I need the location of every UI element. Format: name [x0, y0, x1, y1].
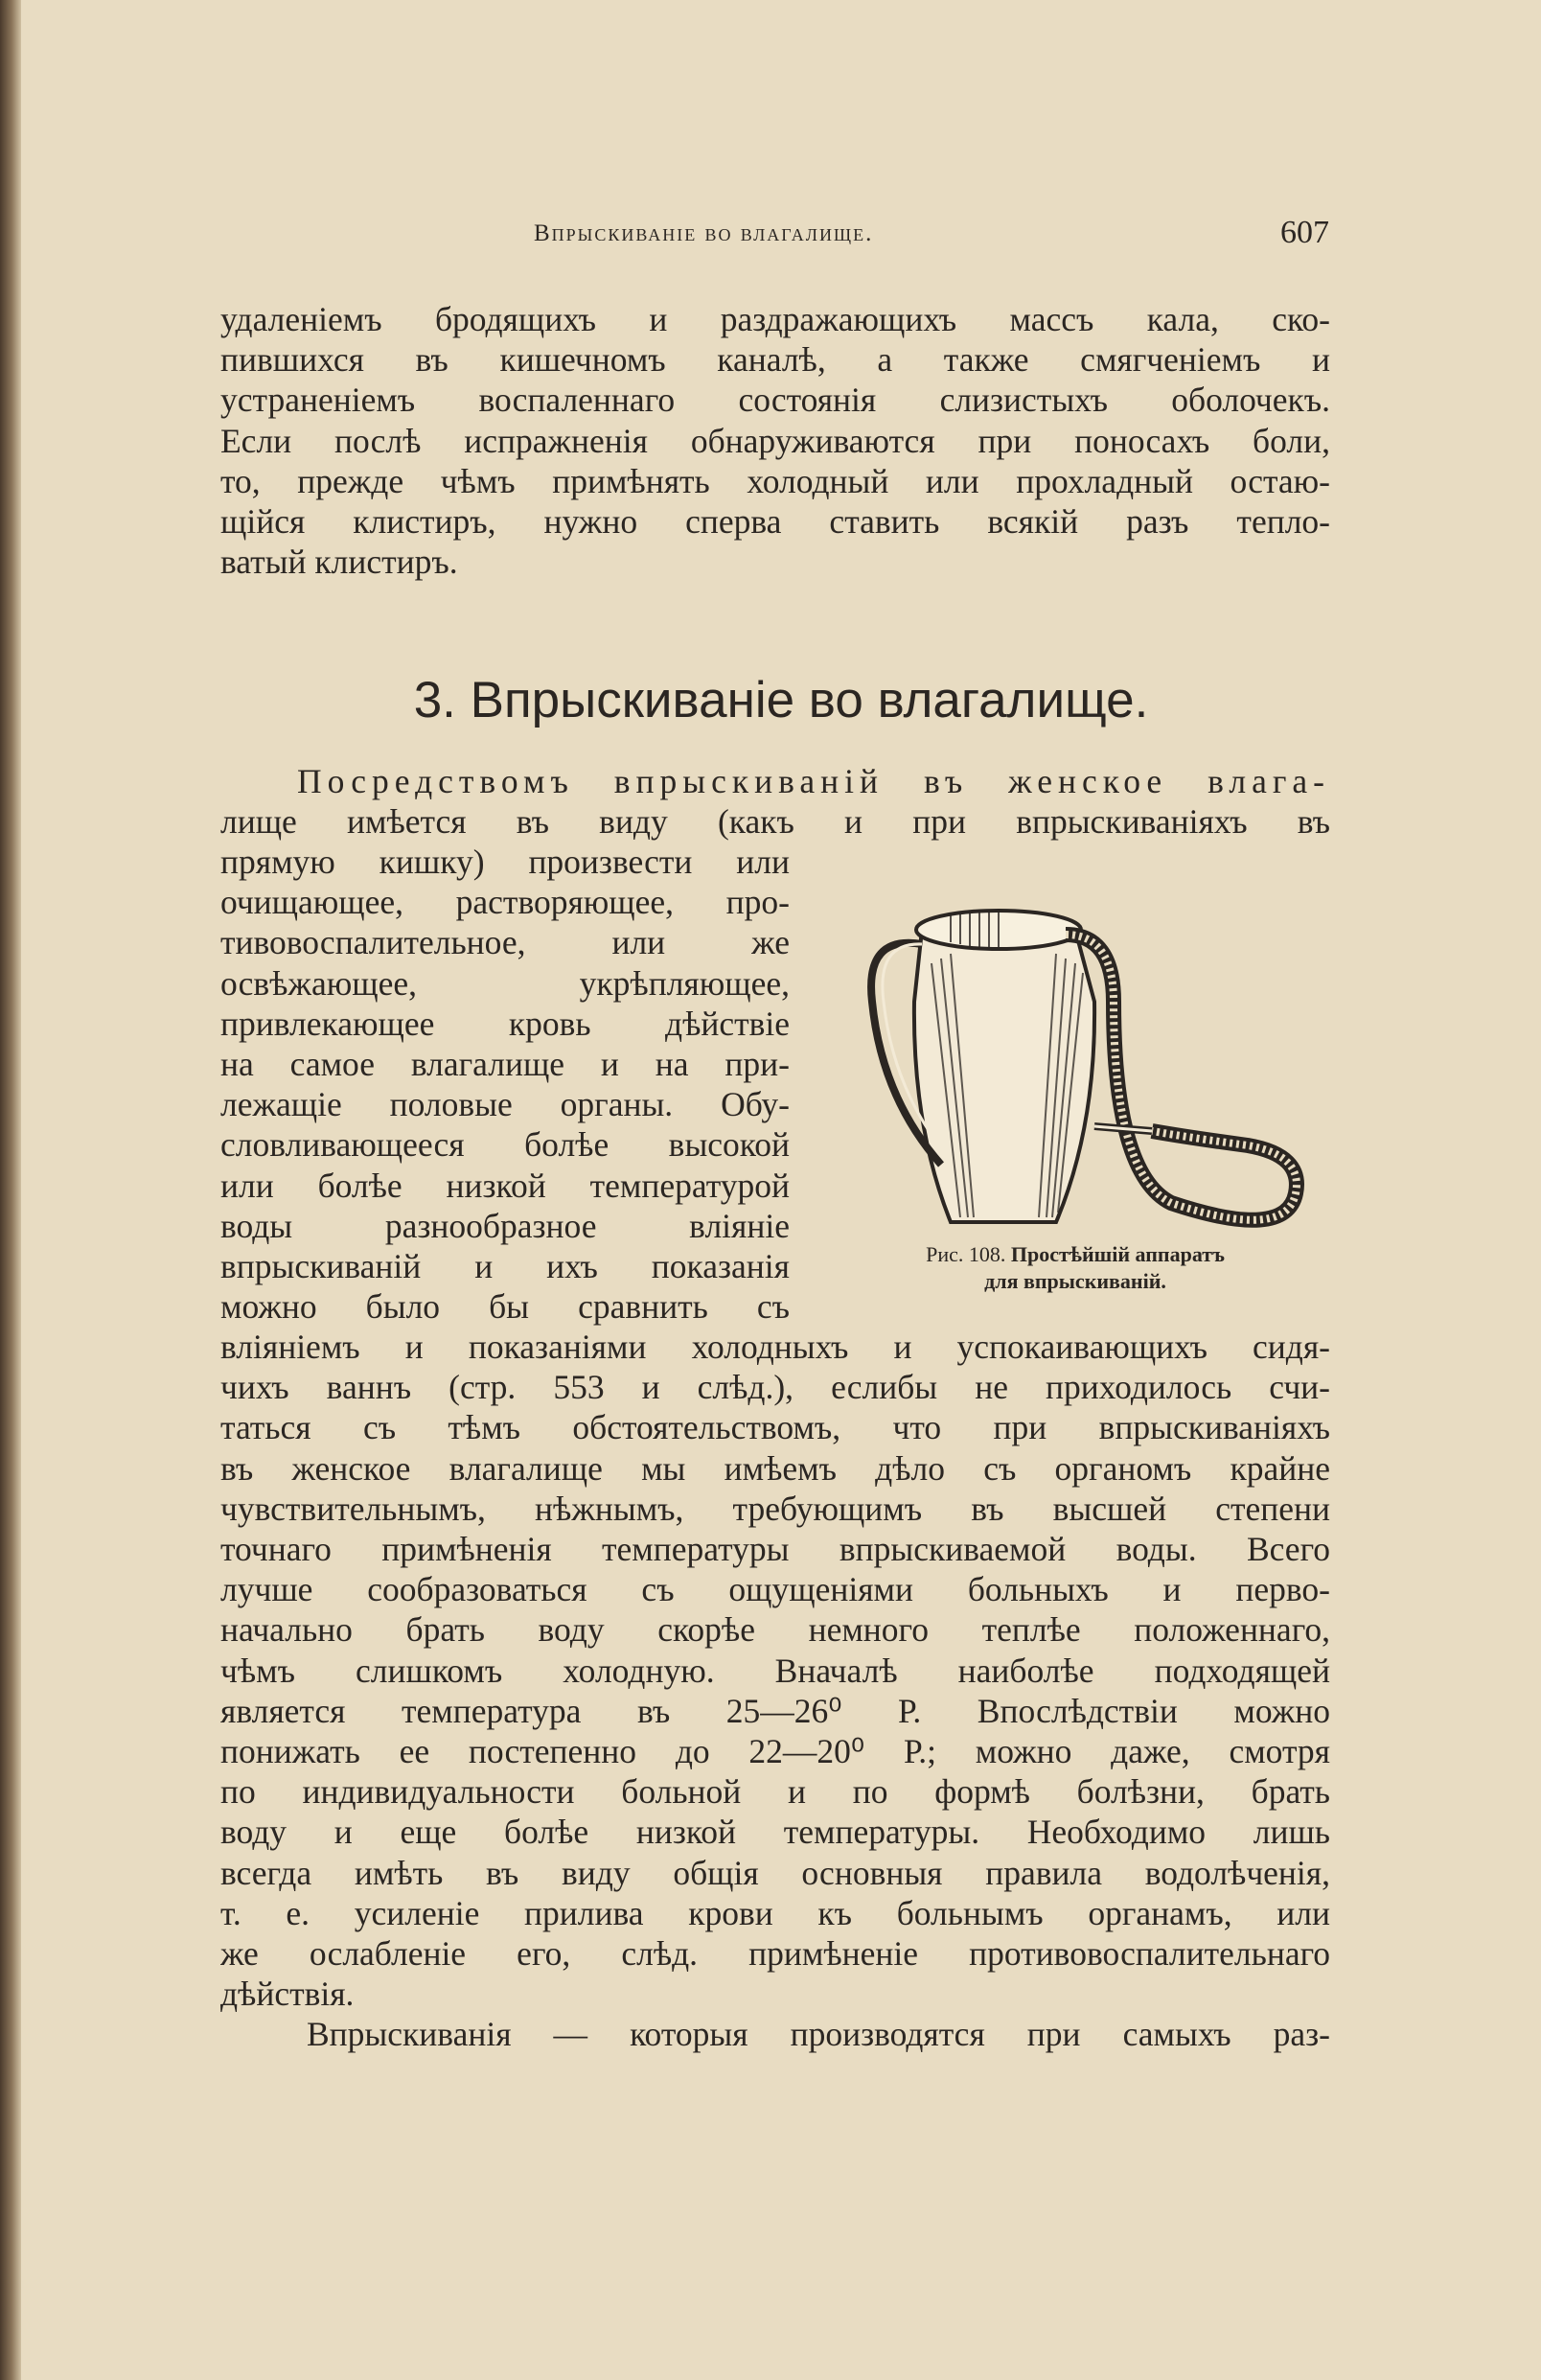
intro-lines — [220, 761, 1330, 842]
text-line: можно было бы сравнить съ — [220, 1287, 790, 1327]
text-line: Впрыскиванія — которыя производятся при самыхъ раз- — [307, 2015, 1330, 2054]
text-line: понижать ее постепенно до 22—20⁰ Р.; можно даже, смотря — [220, 1732, 1330, 1771]
text-line: или болѣе низкой температурой — [220, 1166, 790, 1205]
text-line: ватый клистиръ. — [220, 543, 458, 582]
text-line: таться съ тѣмъ обстоятельствомъ, что при впрыскиваніяхъ — [220, 1408, 1330, 1447]
section-heading: 3. Впрыскиваніе во влагалище. — [413, 672, 1149, 728]
page-number: 607 — [1280, 215, 1329, 250]
caption-number: Рис. 108. — [926, 1242, 1006, 1266]
text-line: дѣйствія. — [220, 1975, 355, 2014]
text-line: удаленіемъ бродящихъ и раздражающихъ массъ кала, ско- — [220, 300, 1330, 338]
text-line: воду и еще болѣе низкой температуры. Необходимо лишь — [220, 1813, 1330, 1852]
text-line: Посредствомъ впрыскиваній въ женское влага- — [297, 762, 1330, 800]
text-line: тивовоспалительное, или же — [220, 923, 790, 962]
text-line: т. е. усиленіе прилива крови къ больнымъ органамъ, или — [220, 1893, 1330, 1932]
text-line: воды разнообразное вліяніе — [220, 1206, 790, 1245]
text-line: устраненіемъ воспаленнаго состоянія слизистыхъ оболочекъ. — [220, 381, 1330, 420]
text-line: лучше сообразоваться съ ощущеніями больныхъ и перво- — [220, 1570, 1330, 1609]
text-line: то, прежде чѣмъ примѣнять холодный или прохладный остаю- — [220, 461, 1330, 500]
text-line: чувствительнымъ, нѣжнымъ, требующимъ въ высшей степени — [220, 1489, 1330, 1528]
running-head — [534, 215, 1329, 253]
figure-irrigator-illustration — [826, 887, 1334, 1236]
caption-title: Простѣйшій аппаратъ — [1010, 1242, 1225, 1266]
figure-caption — [826, 1241, 1324, 1295]
text-line: является температура въ 25—26⁰ Р. Впослѣдствіи можно — [220, 1691, 1330, 1730]
text-line: привлекающее кровь дѣйствіе — [220, 1004, 790, 1043]
text-line: начально брать воду скорѣе немного теплѣе положеннаго, — [220, 1610, 1330, 1650]
text-line: въ женское влагалище мы имѣемъ дѣло съ органомъ крайне — [220, 1448, 1330, 1488]
text-line: всегда имѣть въ виду общія основныя правила водолѣченія, — [220, 1853, 1330, 1892]
text-line: чѣмъ слишкомъ холодную. Вначалѣ наиболѣе подходящей — [220, 1651, 1330, 1690]
text-line: по индивидуальности больной и по формѣ болѣзни, брать — [220, 1772, 1330, 1812]
caption-line-1 — [826, 1241, 1324, 1268]
text-line: на самое влагалище и на при- — [220, 1045, 790, 1084]
page-edge-shadow — [0, 0, 21, 2380]
text-line: пившихся въ кишечномъ каналѣ, а также смягченіемъ и — [220, 340, 1330, 380]
text-line: очищающее, растворяющее, про- — [220, 883, 790, 922]
text-line: точнаго примѣненія температуры впрыскиваемой воды. Всего — [220, 1530, 1330, 1569]
text-line: впрыскиваній и ихъ показанія — [220, 1247, 790, 1286]
text-line: лище имѣется въ виду (какъ и при впрыскиваніяхъ въ — [220, 802, 1330, 842]
text-line: вліяніемъ и показаніями холодныхъ и успокаивающихъ сидя- — [220, 1328, 1330, 1366]
text-line: же ослабленіе его, слѣд. примѣненіе противовоспалительнаго — [220, 1934, 1330, 1974]
narrow-paragraph — [220, 842, 790, 1327]
text-line: словливающееся болѣе высокой — [220, 1125, 790, 1165]
irrigator-engraving — [826, 887, 1334, 1236]
book-page — [21, 0, 1541, 2380]
caption-title-continued: для впрыскиваній. — [984, 1269, 1166, 1293]
text-line: лежащіе половые органы. Обу- — [220, 1085, 790, 1124]
text-line: Если послѣ испражненія обнаруживаются при поносахъ боли, — [220, 421, 1330, 460]
running-title: Впрыскиваніе во влагалище. — [534, 220, 874, 246]
text-line: прямую кишку) произвести или — [220, 843, 790, 881]
top-paragraph — [220, 299, 1330, 582]
text-line: щійся клистиръ, нужно сперва ставить всякій разъ тепло- — [220, 502, 1330, 542]
caption-line-2 — [826, 1268, 1324, 1295]
main-paragraph — [220, 1327, 1330, 2055]
text-line: чихъ ваннъ (стр. 553 и слѣд.), еслибы не приходилось счи- — [220, 1368, 1330, 1407]
text-line: освѣжающее, укрѣпляющее, — [220, 963, 790, 1003]
